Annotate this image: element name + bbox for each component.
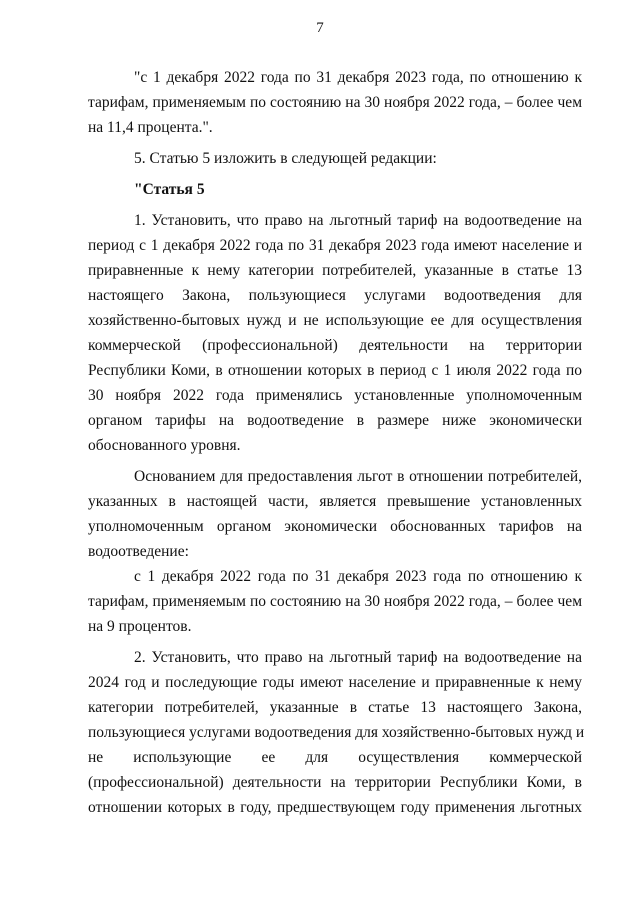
paragraph-amendment bbox=[88, 146, 582, 171]
text-line: указанных в настоящей части, является превышение установленных bbox=[88, 493, 582, 510]
document-body bbox=[88, 65, 585, 820]
text-line: водоотведение: bbox=[88, 543, 189, 560]
text-line: с 1 декабря 2022 года по 31 декабря 2023 года по отношению к bbox=[134, 568, 582, 585]
paragraph-part-1 bbox=[88, 208, 582, 458]
text-line: на 11,4 процента.". bbox=[88, 119, 213, 136]
text-line: 2. Установить, что право на льготный тариф на водоотведение на bbox=[134, 649, 582, 666]
text-line: коммерческой (профессиональной) деятельности на территории bbox=[88, 337, 582, 354]
text-line: уполномоченным органом экономически обоснованных тарифов на bbox=[88, 518, 582, 535]
paragraph-basis bbox=[88, 464, 582, 564]
text-line: Республики Коми, в отношении которых в период с 1 июля 2022 года по bbox=[88, 362, 582, 379]
text-line: пользующиеся услугами водоотведения для хозяйственно-бытовых нужд и bbox=[88, 724, 585, 741]
text-line: 30 ноября 2022 года применялись установленные уполномоченным bbox=[88, 387, 582, 404]
text-line: категории потребителей, указанные в статье 13 настоящего Закона, bbox=[88, 699, 582, 716]
text-line: Основанием для предоставления льгот в отношении потребителей, bbox=[134, 468, 582, 485]
text-line: 2024 год и последующие годы имеют население и приравненные к нему bbox=[88, 674, 582, 691]
paragraph-quote-end bbox=[88, 65, 582, 140]
text-line: органом тарифы на водоотведение в размере ниже экономически bbox=[88, 412, 582, 429]
page-number: 7 bbox=[316, 20, 324, 36]
text-line: на 9 процентов. bbox=[88, 618, 192, 635]
text-line: 5. Статью 5 изложить в следующей редакции: bbox=[134, 150, 437, 167]
text-line: хозяйственно-бытовых нужд и не использующие ее для осуществления bbox=[88, 312, 582, 329]
text-line: не использующие ее для осуществления коммерческой bbox=[88, 749, 582, 766]
text-line: настоящего Закона, пользующиеся услугами водоотведения для bbox=[88, 287, 582, 304]
text-line: 1. Установить, что право на льготный тариф на водоотведение на bbox=[134, 212, 582, 229]
article-heading bbox=[88, 177, 582, 202]
text-line: период с 1 декабря 2022 года по 31 декабря 2023 года имеют население и bbox=[88, 237, 582, 254]
text-line: отношении которых в году, предшествующем году применения льготных bbox=[88, 799, 582, 816]
heading-line: "Статья 5 bbox=[134, 181, 205, 198]
text-line: "с 1 декабря 2022 года по 31 декабря 2023 года, по отношению к bbox=[134, 69, 582, 86]
text-line: тарифам, применяемым по состоянию на 30 ноября 2022 года, – более чем bbox=[88, 94, 582, 111]
text-line: приравненные к нему категории потребителей, указанные в статье 13 bbox=[88, 262, 582, 279]
text-line: обоснованного уровня. bbox=[88, 437, 241, 454]
text-line: (профессиональной) деятельности на территории Республики Коми, в bbox=[88, 774, 582, 791]
paragraph-period bbox=[88, 564, 582, 639]
paragraph-part-2 bbox=[88, 645, 585, 820]
text-line: тарифам, применяемым по состоянию на 30 ноября 2022 года, – более чем bbox=[88, 593, 582, 610]
